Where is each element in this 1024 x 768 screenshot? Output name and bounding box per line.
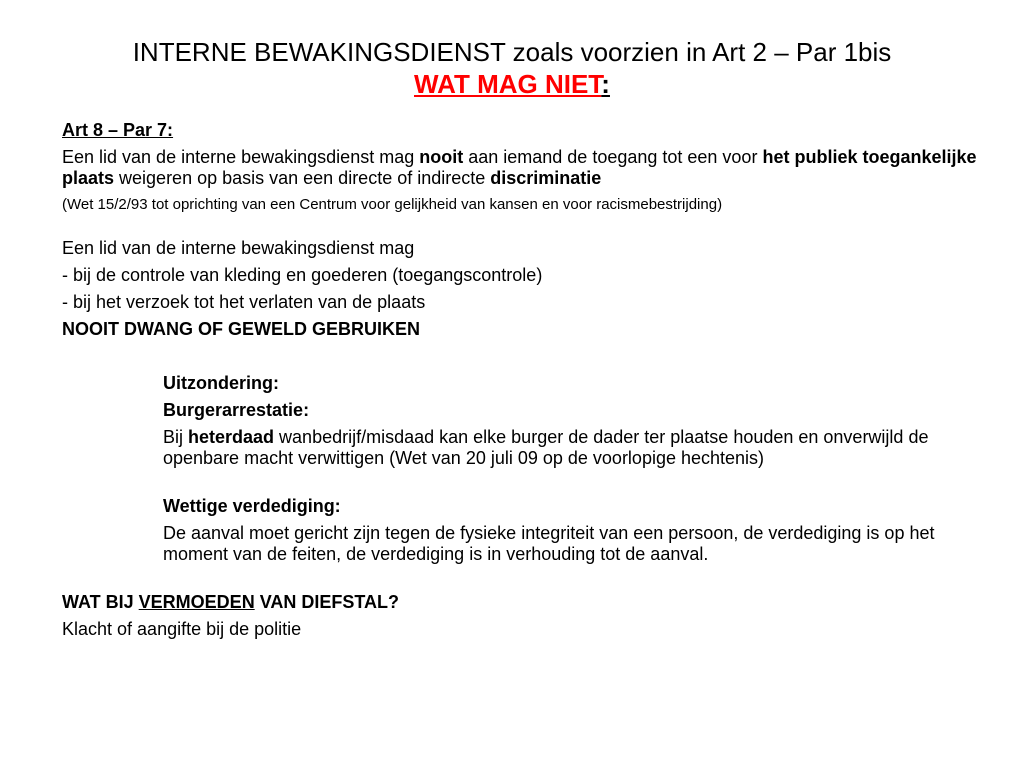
self-defense-heading: Wettige verdediging:: [163, 496, 341, 516]
exceptions-block: [163, 373, 982, 565]
art8-text-e: weigeren op basis van een directe of indirecte: [114, 168, 491, 188]
title-line-1: INTERNE BEWAKINGSDIENST zoals voorzien in Art 2 – Par 1bis: [132, 37, 892, 67]
self-defense-text: De aanval moet gericht zijn tegen de fysieke integriteit van een persoon, de verdediging is op het moment van de feiten, de verdediging is in verhouding tot de aanval.: [163, 523, 935, 564]
exception-heading: Uitzondering:: [163, 373, 279, 393]
arrest-text-c: wanbedrijf/misdaad kan elke burger de dader ter plaatse houden en onverwijld de openbare macht verwittigen (Wet van 20 juli 09 op de voorlopige hechtenis): [163, 427, 929, 468]
title-wat-mag-niet: WAT MAG NIET: [414, 69, 602, 99]
force-line-1: Een lid van de interne bewakingsdienst mag: [62, 238, 415, 258]
slide-title: [0, 36, 1024, 100]
title-colon: :: [601, 69, 610, 99]
art8-paragraph: [62, 147, 982, 189]
art8-public-place: het publiek toegankelijke plaats: [62, 147, 977, 188]
arrest-heterdaad: heterdaad: [188, 427, 275, 447]
art8-text-a: Een lid van de interne bewakingsdienst mag: [62, 147, 420, 167]
theft-text: Klacht of aangifte bij de politie: [62, 619, 302, 639]
theft-heading-c: VAN DIEFSTAL?: [254, 592, 400, 612]
law-reference: (Wet 15/2/93 tot oprichting van een Centrum voor gelijkheid van kansen en voor racismebestrijding): [62, 196, 723, 213]
spacer: [62, 346, 982, 373]
art8-text-c: aan iemand de toegang tot een voor: [463, 147, 763, 167]
theft-heading-a: WAT BIJ: [62, 592, 139, 612]
theft-vermoeden: VERMOEDEN: [138, 592, 255, 612]
slide-body: [62, 120, 982, 646]
citizen-arrest-heading: Burgerarrestatie:: [163, 400, 310, 420]
art8-discriminatie: discriminatie: [490, 168, 602, 188]
force-line-3: - bij het verzoek tot het verlaten van de plaats: [62, 292, 426, 312]
title-line-2: [0, 68, 1024, 100]
force-never-line: NOOIT DWANG OF GEWELD GEBRUIKEN: [62, 319, 420, 339]
citizen-arrest-text: [163, 427, 982, 469]
art8-nooit: nooit: [419, 147, 464, 167]
spacer: [62, 571, 982, 592]
arrest-text-a: Bij: [163, 427, 189, 447]
art8-heading: Art 8 – Par 7:: [62, 120, 174, 140]
theft-heading: [62, 592, 982, 613]
spacer: [163, 475, 982, 496]
spacer: [62, 220, 982, 238]
force-line-2: - bij de controle van kleding en goederen (toegangscontrole): [62, 265, 543, 285]
